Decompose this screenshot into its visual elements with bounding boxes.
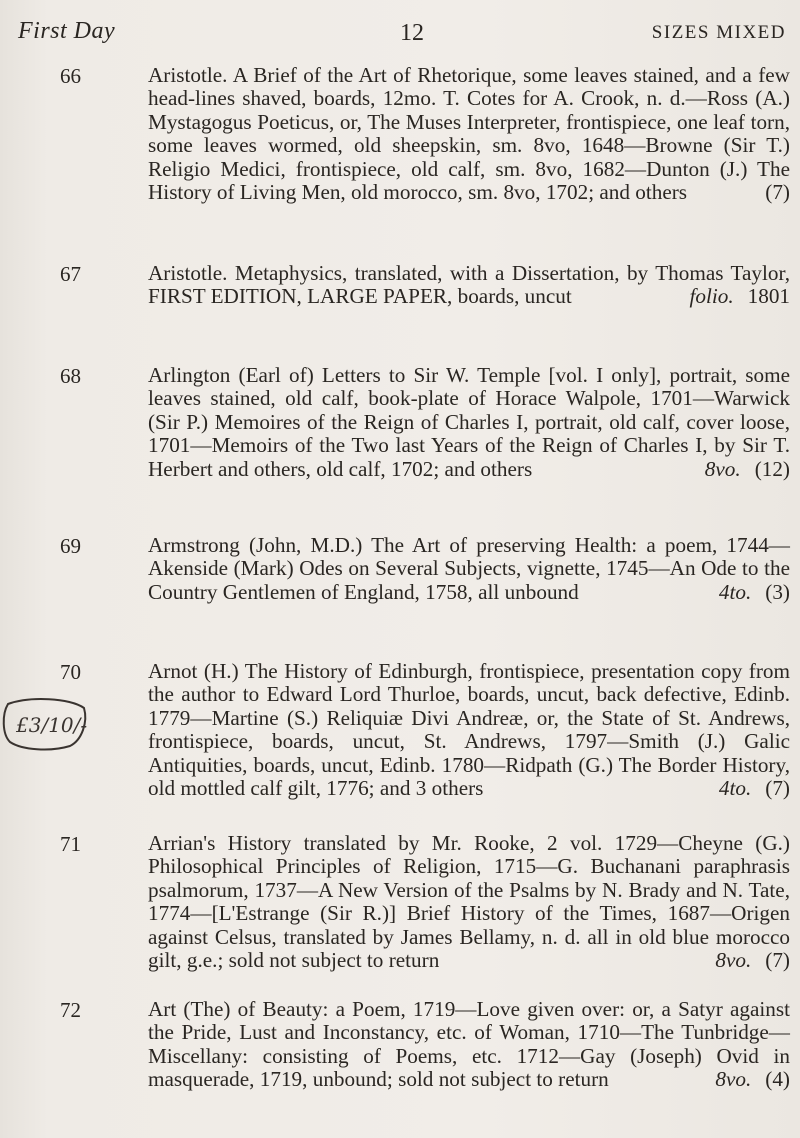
lot-size: 8vo. [704, 456, 741, 481]
lot-body: Arnot (H.) The History of Edinburgh, frontispiece, presentation copy from the author to Edward Lord Thurloe, boards, uncut, back defective, Edinb. 1779—Martine (S.) Reliquiæ Divi Andreæ, or, the State of St. Andrews, frontispiece, boards, uncut, St. Andrews, 1797—Smith (J.) Galic Antiquities, boards, uncut, Edinb. 1780—Ridpath (G.) The Border History, old mottled calf gilt, 1776; and 3 others [148, 659, 790, 801]
lot-number: 71 [60, 832, 81, 856]
lot-number: 72 [60, 998, 81, 1022]
lot-size: 8vo. [715, 1067, 752, 1092]
handwritten-price-stamp [0, 690, 90, 756]
lot-number: 70 [60, 660, 81, 684]
lot-body: Armstrong (John, M.D.) The Art of preserving Health: a poem, 1744—Akenside (Mark) Odes on Several Subjects, vignette, 1745—An Ode to the Country Gentlemen of England, 1758, all unbound [148, 533, 790, 604]
lot-number: 68 [60, 364, 81, 388]
lot-description [148, 534, 790, 604]
lot-size: folio. [689, 284, 734, 309]
lot-quantity: 1801 [747, 284, 790, 309]
lot-quantity: (3) [765, 579, 790, 604]
lot-description [148, 660, 790, 800]
page-number: 12 [400, 20, 424, 46]
lot-description [148, 64, 790, 204]
lot-body: Art (The) of Beauty: a Poem, 1719—Love given over: or, a Satyr against the Pride, Lust and Inconstancy, etc. of Woman, 1710—The Tunbridge—Miscellany: consisting of Poems, etc. 1712—Gay (Joseph) Ovid in masquerade, 1719, unbound; sold not subject to return [148, 997, 790, 1092]
lot-size: 4to. [718, 579, 752, 604]
lot-body: Arlington (Earl of) Letters to Sir W. Temple [vol. I only], portrait, some leaves stained, old calf, book-plate of Horace Walpole, 1701—Warwick (Sir P.) Memoires of the Reign of Charles I, portrait, old calf, cover loose, 1701—Memoirs of the Two last Years of the Reign of Charles I, by Sir T. Herbert and others, old calf, 1702; and others [148, 363, 790, 481]
lot-quantity: (7) [765, 776, 790, 801]
lot-description [148, 364, 790, 481]
lot-number: 69 [60, 534, 81, 558]
lot-body: Arrian's History translated by Mr. Rooke, 2 vol. 1729—Cheyne (G.) Philosophical Principles of Religion, 1715—G. Buchanani paraphrasis psalmorum, 1737—A New Version of the Psalms by N. Brady and N. Tate, 1774—[L'Estrange (Sir R.)] Brief History of the Times, 1687—Origen against Celsus, translated by James Bellamy, n. d. all in old blue morocco gilt, g.e.; sold not subject to return [148, 831, 790, 973]
lot-number: 67 [60, 262, 81, 286]
lot-quantity: (7) [765, 948, 790, 973]
lot-body: Aristotle. A Brief of the Art of Rhetorique, some leaves stained, and a few head-lines shaved, boards, 12mo. T. Cotes for A. Crook, n. d.—Ross (A.) Mystagogus Poeticus, or, The Muses Interpreter, frontispiece, one leaf torn, some leaves wormed, old sheepskin, sm. 8vo, 1648—Browne (Sir T.) Religio Medici, frontispiece, old calf, sm. 8vo, 1682—Dunton (J.) The History of Living Men, old morocco, sm. 8vo, 1702; and others [148, 63, 790, 205]
lot-size: 4to. [718, 776, 752, 801]
lot-quantity: (4) [765, 1067, 790, 1092]
lot-description [148, 998, 790, 1092]
lot-size: 8vo. [715, 948, 752, 973]
lot-number: 66 [60, 64, 81, 88]
lot-quantity: (7) [765, 180, 790, 205]
svg-text:£3/10/-: £3/10/- [16, 713, 88, 737]
lot-body: Aristotle. Metaphysics, translated, with a Dissertation, by Thomas Taylor, FIRST EDITION, LARGE PAPER, boards, uncut [148, 261, 790, 309]
section-label: SIZES MIXED [651, 22, 786, 43]
lot-description [148, 832, 790, 972]
lot-description [148, 262, 790, 309]
lot-quantity: (12) [754, 456, 790, 481]
page-header [18, 18, 786, 48]
running-head: First Day [18, 18, 116, 44]
